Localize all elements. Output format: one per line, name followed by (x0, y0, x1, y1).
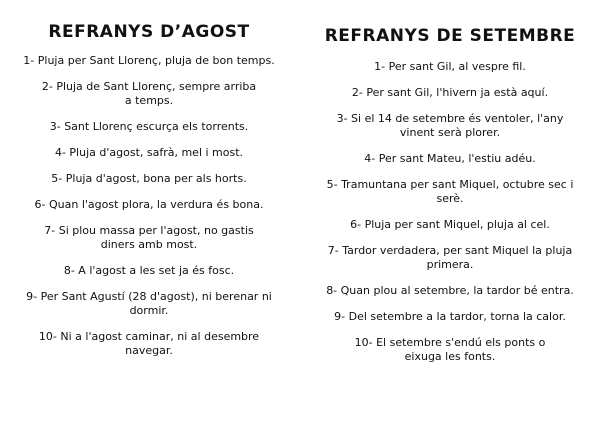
september-saying: 2- Per sant Gil, l'hivern ja està aquí. (351, 86, 549, 99)
august-saying: 4- Pluja d'agost, safrà, mel i most. (54, 146, 244, 159)
august-saying: 3- Sant Llorenç escurça els torrents. (49, 120, 249, 133)
september-saying: 8- Quan plou al setembre, la tardor bé entra. (326, 284, 574, 297)
august-saying: 10- Ni a l'agost caminar, ni al desembre navegar. (38, 330, 260, 357)
august-saying: 7- Si plou massa per l'agost, no gastis diners amb most. (44, 224, 254, 251)
september-saying: 1- Per sant Gil, al vespre fil. (374, 60, 526, 73)
august-saying: 9- Per Sant Agustí (28 d'agost), ni berenar ni dormir. (26, 290, 272, 317)
august-column (18, 22, 280, 370)
september-saying: 7- Tardor verdadera, per sant Miquel la pluja primera. (327, 244, 573, 271)
august-saying: 8- A l'agost a les set ja és fosc. (63, 264, 235, 277)
september-title: REFRANYS DE SETEMBRE (324, 26, 576, 46)
september-saying: 6- Pluja per sant Miquel, pluja al cel. (350, 218, 550, 231)
august-saying: 5- Pluja d'agost, bona per als horts. (51, 172, 247, 185)
september-saying: 3- Si el 14 de setembre és ventoler, l'any vinent serà plorer. (336, 112, 564, 139)
august-saying: 1- Pluja per Sant Llorenç, pluja de bon temps. (23, 54, 275, 67)
august-saying: 6- Quan l'agost plora, la verdura és bona. (34, 198, 264, 211)
september-saying: 9- Del setembre a la tardor, torna la calor. (334, 310, 566, 323)
september-saying: 5- Tramuntana per sant Miquel, octubre sec i serè. (326, 178, 574, 205)
august-saying: 2- Pluja de Sant Llorenç, sempre arriba a temps. (41, 80, 257, 107)
august-title: REFRANYS D’AGOST (48, 22, 250, 42)
september-column (322, 26, 578, 376)
september-saying: 10- El setembre s'endú els ponts o eixuga les fonts. (354, 336, 546, 363)
september-saying: 4- Per sant Mateu, l'estiu adéu. (364, 152, 536, 165)
